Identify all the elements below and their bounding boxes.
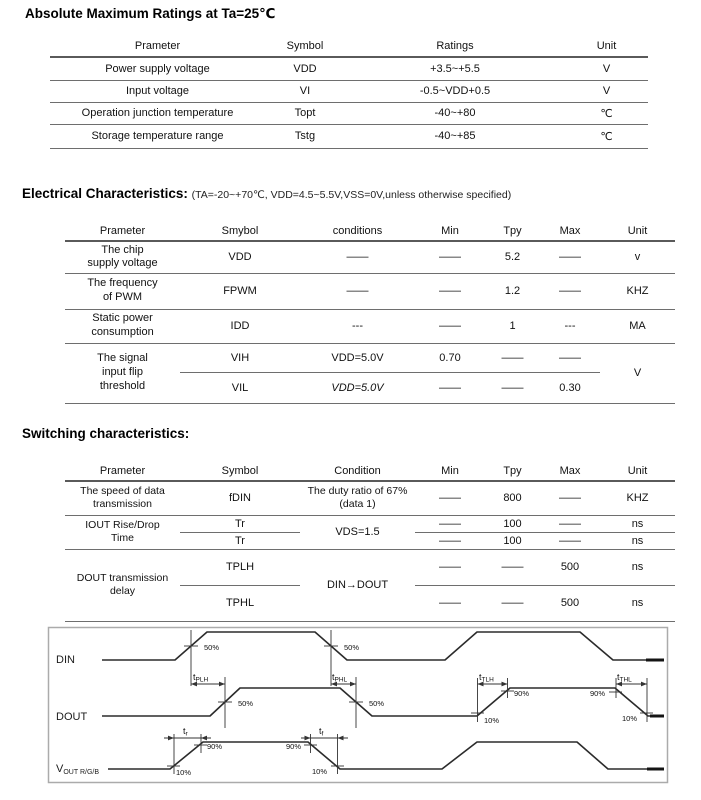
- vout-subscript: OUT R/G/B: [63, 769, 99, 776]
- cell-symbol: Tr: [180, 532, 300, 549]
- dout-rise2-90pct-label: 90%: [514, 689, 530, 698]
- column-header-unit: Unit: [565, 36, 648, 57]
- cell-line: input flip: [102, 366, 143, 379]
- cell-unit: ℃: [565, 102, 648, 124]
- cell-condition: VDD=5.0V: [300, 343, 415, 372]
- vout-fall-10pct-label: 10%: [312, 767, 328, 776]
- column-header-max: Max: [540, 461, 600, 481]
- cell-unit: v: [600, 241, 675, 273]
- table-header-row: [50, 36, 648, 57]
- cell-tpy: ——: [485, 343, 540, 372]
- cell-unit: ns: [600, 515, 675, 532]
- cell-tpy: 1.2: [485, 273, 540, 309]
- column-header-unit: Unit: [600, 461, 675, 481]
- cell-line: delay: [109, 585, 136, 597]
- cell-max: ——: [540, 515, 600, 532]
- cell-rating: -40~+80: [345, 102, 565, 124]
- column-header-ratings: Ratings: [345, 36, 565, 57]
- cell-parameter: [65, 273, 180, 309]
- cell-min: ——: [415, 532, 485, 549]
- switching-characteristics-title: Switching characteristics:: [22, 426, 190, 441]
- table-row: [65, 241, 675, 273]
- cell-unit: MA: [600, 309, 675, 343]
- cell-line: The chip: [101, 243, 144, 256]
- cell-parameter: Operation junction temperature: [50, 102, 265, 124]
- cell-min: ——: [415, 241, 485, 273]
- column-header-tpy: Tpy: [485, 461, 540, 481]
- column-header-unit: Unit: [600, 221, 675, 241]
- tplh-label: tPLH: [193, 672, 209, 684]
- tr-label: tr: [183, 726, 188, 738]
- din-fall-50pct-label: 50%: [344, 643, 360, 652]
- cell-min: ——: [439, 597, 461, 609]
- table-row: [65, 515, 675, 532]
- electrical-characteristics-table: [65, 221, 675, 404]
- ttlh-label: tTLH: [479, 672, 494, 684]
- cell-condition: DIN→DOUT: [326, 579, 389, 591]
- cell-rating: -0.5~VDD+0.5: [345, 80, 565, 102]
- abs-max-ratings-title: Absolute Maximum Ratings at Ta=25℃: [25, 6, 276, 21]
- cell-unit: V: [565, 57, 648, 80]
- cell-parameter: Input voltage: [50, 80, 265, 102]
- electrical-characteristics-heading: Electrical Characteristics:: [22, 186, 188, 201]
- tf-label: tf: [319, 726, 324, 738]
- cell-line: consumption: [91, 326, 154, 338]
- column-header-conditions: conditions: [300, 221, 415, 241]
- dout-fall2-90pct-label: 90%: [590, 689, 606, 698]
- cell-max: ——: [540, 532, 600, 549]
- cell-unit: KHZ: [600, 273, 675, 309]
- cell-symbol: VIH: [180, 343, 300, 372]
- cell-line: The duty ratio of 67%: [307, 485, 408, 498]
- dout-rise2-10pct-label: 10%: [484, 716, 500, 725]
- vout-fall-90pct-label: 90%: [286, 742, 302, 751]
- cell-unit: ℃: [565, 124, 648, 148]
- vout-waveform: [108, 742, 664, 769]
- cell-max: 0.30: [559, 381, 581, 394]
- vout-rise-10pct-label: 10%: [176, 768, 192, 777]
- column-header-min: Min: [415, 221, 485, 241]
- cell-tpy: 800: [485, 481, 540, 515]
- cell-symbol: IDD: [180, 309, 300, 343]
- cell-rating: -40~+85: [345, 124, 565, 148]
- switching-characteristics-table: [65, 461, 675, 622]
- cell-tpy: 5.2: [485, 241, 540, 273]
- cell-line: (data 1): [339, 498, 376, 511]
- cell-symbol: VIL: [231, 381, 249, 394]
- cell-min: ——: [415, 273, 485, 309]
- table-row: [65, 549, 675, 585]
- cell-symbol: VDD: [265, 57, 345, 80]
- cell-line: The frequency: [87, 277, 158, 290]
- column-header-prameter: Prameter: [50, 36, 265, 57]
- table-row: [65, 273, 675, 309]
- cell-symbol: fDIN: [180, 481, 300, 515]
- cell-symbol: Topt: [265, 102, 345, 124]
- cell-max: 500: [560, 597, 580, 609]
- cell-symbol: TPHL: [225, 597, 255, 609]
- cell-line: DOUT transmission: [76, 571, 169, 584]
- column-header-prameter: Prameter: [65, 221, 180, 241]
- cell-condition: VDS=1.5: [300, 515, 415, 549]
- column-header-smybol: Smybol: [180, 221, 300, 241]
- cell-rating: +3.5~+5.5: [345, 57, 565, 80]
- cell-condition: [300, 481, 415, 515]
- table-row: [65, 343, 675, 372]
- cell-tpy: 100: [485, 515, 540, 532]
- cell-symbol: Tr: [180, 515, 300, 532]
- cell-min: ——: [439, 381, 461, 394]
- cell-tpy: 1: [485, 309, 540, 343]
- table-row: [65, 309, 675, 343]
- table-header-row: [65, 461, 675, 481]
- cell-min: ——: [415, 481, 485, 515]
- cell-max: ——: [540, 241, 600, 273]
- dout-rise-50pct-label: 50%: [238, 699, 254, 708]
- column-header-symbol: Symbol: [265, 36, 345, 57]
- cell-min: 0.70: [415, 343, 485, 372]
- cell-tpy: ——: [501, 597, 524, 609]
- cell-line: The signal: [97, 352, 148, 365]
- dout-fall2-10pct-label: 10%: [622, 714, 638, 723]
- abs-max-ratings-table: [50, 36, 648, 149]
- cell-symbol: VDD: [180, 241, 300, 273]
- table-row: [50, 124, 648, 148]
- cell-max: ——: [540, 481, 600, 515]
- cell-line: Time: [111, 532, 134, 544]
- vout-main: V: [56, 763, 64, 775]
- cell-max: ——: [540, 343, 600, 372]
- table-header-row: [65, 221, 675, 241]
- electrical-characteristics-conditions: (TA=-20~+70℃, VDD=4.5~5.5V,VSS=0V,unless otherwise specified): [191, 189, 512, 201]
- cell-line: threshold: [99, 379, 146, 392]
- cell-parameter: Storage temperature range: [50, 124, 265, 148]
- cell-parameter: [65, 343, 180, 403]
- cell-parameter: [65, 549, 180, 621]
- cell-symbol: Tstg: [265, 124, 345, 148]
- table-row: [50, 57, 648, 80]
- cell-tpy: ——: [485, 549, 540, 585]
- cell-parameter: [65, 309, 180, 343]
- cell-condition: ——: [300, 273, 415, 309]
- cell-symbol: FPWM: [180, 273, 300, 309]
- cell-symbol: VI: [265, 80, 345, 102]
- dout-fall-50pct-label: 50%: [369, 699, 385, 708]
- column-header-symbol: Symbol: [180, 461, 300, 481]
- cell-min: ——: [415, 549, 485, 585]
- dout-signal-label: DOUT: [56, 711, 88, 723]
- table-row: [65, 481, 675, 515]
- timing-diagram: [46, 622, 671, 787]
- cell-max: 500: [540, 549, 600, 585]
- vout-rgb-signal-label: [56, 763, 99, 776]
- cell-line: of PWM: [102, 291, 143, 303]
- cell-unit: V: [633, 367, 642, 379]
- cell-unit: ns: [600, 532, 675, 549]
- din-rise-50pct-label: 50%: [204, 643, 220, 652]
- cell-parameter: [65, 481, 180, 515]
- cell-tpy: 100: [485, 532, 540, 549]
- cell-tpy: ——: [501, 381, 524, 394]
- cell-condition: ——: [300, 241, 415, 273]
- tthl-label: tTHL: [617, 672, 632, 684]
- cell-max: ---: [540, 309, 600, 343]
- cell-symbol: TPLH: [180, 549, 300, 585]
- cell-unit: KHZ: [600, 481, 675, 515]
- electrical-characteristics-title: [22, 186, 511, 201]
- table-row: [50, 102, 648, 124]
- column-header-max: Max: [540, 221, 600, 241]
- column-header-condition: Condition: [300, 461, 415, 481]
- column-header-prameter: Prameter: [65, 461, 180, 481]
- cell-line: supply voltage: [87, 257, 158, 270]
- cell-line: Static power: [92, 312, 153, 325]
- cell-parameter: [65, 515, 180, 549]
- vout-rise-90pct-label: 90%: [207, 742, 223, 751]
- column-header-tpy: Tpy: [485, 221, 540, 241]
- cell-parameter: Power supply voltage: [50, 57, 265, 80]
- cell-min: ——: [415, 515, 485, 532]
- cell-line: transmission: [93, 498, 152, 511]
- cell-parameter: [65, 241, 180, 273]
- cell-line: The speed of data: [80, 485, 165, 498]
- cell-unit: ns: [631, 597, 644, 609]
- din-signal-label: DIN: [56, 654, 75, 666]
- table-row: [50, 80, 648, 102]
- cell-unit: ns: [600, 549, 675, 585]
- cell-max: ——: [540, 273, 600, 309]
- column-header-min: Min: [415, 461, 485, 481]
- cell-line: IOUT Rise/Drop: [85, 518, 160, 531]
- cell-min: ——: [415, 309, 485, 343]
- cell-condition: ---: [300, 309, 415, 343]
- tphl-label: tPHL: [332, 672, 348, 684]
- cell-condition: VDD=5.0V: [331, 381, 384, 394]
- cell-unit: V: [565, 80, 648, 102]
